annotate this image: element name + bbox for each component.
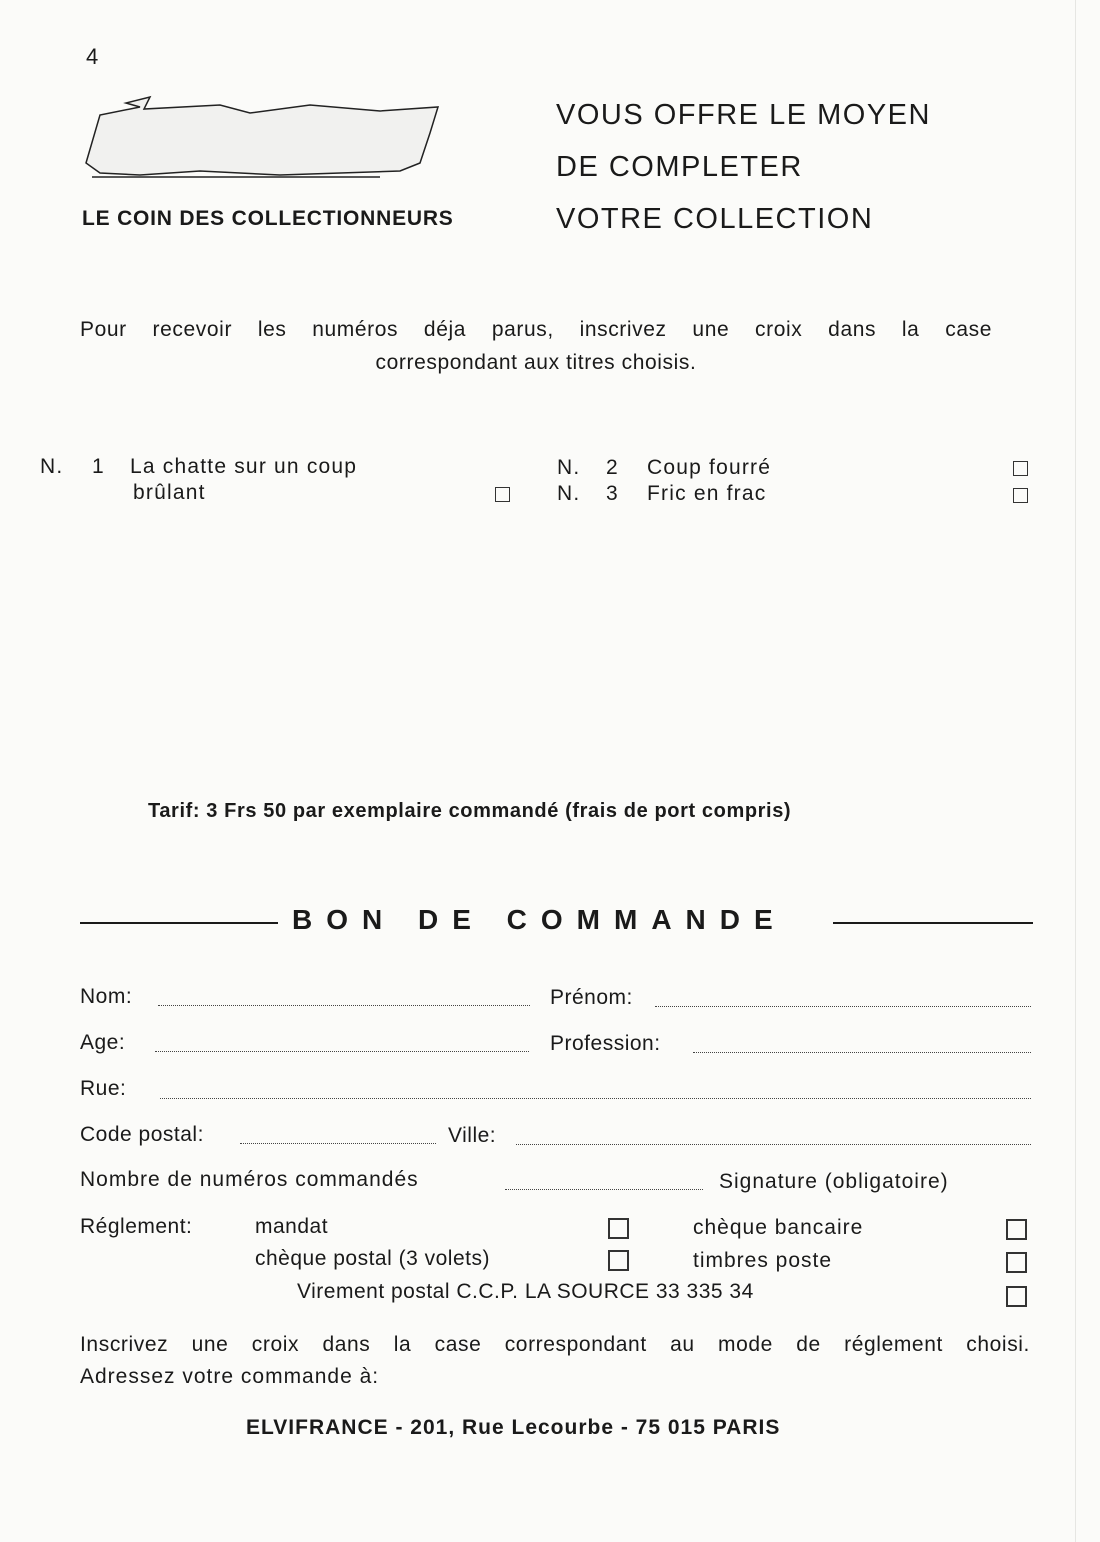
- cheque-postal-checkbox[interactable]: [608, 1250, 629, 1271]
- page-edge: [1075, 0, 1076, 1542]
- title-rule-right: [833, 922, 1033, 924]
- nombre-label: Nombre de numéros commandés: [80, 1168, 419, 1191]
- reglement-label: Réglement:: [80, 1215, 193, 1238]
- timbres-poste-label: timbres poste: [693, 1249, 833, 1272]
- nombre-field[interactable]: [505, 1189, 703, 1190]
- prenom-label: Prénom:: [550, 986, 633, 1009]
- instructions-line-1: Inscrivez une croix dans la case correspondant au mode de réglement choisi.: [80, 1333, 1030, 1356]
- signature-label: Signature (obligatoire): [719, 1170, 949, 1193]
- catalog-item-2-prefix: N.: [557, 456, 581, 479]
- mandat-checkbox[interactable]: [608, 1218, 629, 1239]
- catalog-item-1-checkbox[interactable]: [495, 487, 510, 502]
- timbres-poste-checkbox[interactable]: [1006, 1252, 1027, 1273]
- rue-field[interactable]: [160, 1098, 1031, 1099]
- virement-label: Virement postal C.C.P. LA SOURCE 33 335 34: [297, 1280, 754, 1303]
- rue-label: Rue:: [80, 1077, 127, 1100]
- catalog-item-1-number: 1: [92, 455, 105, 478]
- catalog-item-2-title: Coup fourré: [647, 456, 772, 479]
- headline-line-3: VOTRE COLLECTION: [556, 203, 874, 235]
- prenom-field[interactable]: [655, 1006, 1031, 1007]
- cheque-bancaire-label: chèque bancaire: [693, 1216, 864, 1239]
- age-field[interactable]: [155, 1051, 529, 1052]
- catalog-item-2-number: 2: [606, 456, 619, 479]
- nom-label: Nom:: [80, 985, 133, 1008]
- virement-checkbox[interactable]: [1006, 1286, 1027, 1307]
- profession-field[interactable]: [693, 1052, 1031, 1053]
- catalog-item-1-title-cont: brûlant: [133, 481, 206, 504]
- headline-line-1: VOUS OFFRE LE MOYEN: [556, 99, 931, 131]
- tarif-text: Tarif: 3 Frs 50 par exemplaire commandé (frais de port compris): [148, 800, 792, 822]
- catalog-item-3-prefix: N.: [557, 482, 581, 505]
- page-number: 4: [86, 44, 99, 69]
- ville-field[interactable]: [516, 1144, 1031, 1145]
- cheque-postal-label: chèque postal (3 volets): [255, 1247, 490, 1270]
- bagbera-logo: [80, 93, 442, 181]
- code-postal-label: Code postal:: [80, 1123, 204, 1146]
- code-postal-field[interactable]: [240, 1143, 436, 1144]
- catalog-item-3-checkbox[interactable]: [1013, 488, 1028, 503]
- cheque-bancaire-checkbox[interactable]: [1006, 1219, 1027, 1240]
- subtitle: LE COIN DES COLLECTIONNEURS: [82, 207, 454, 230]
- ville-label: Ville:: [448, 1124, 497, 1147]
- nom-field[interactable]: [158, 1005, 530, 1006]
- catalog-item-1-prefix: N.: [40, 455, 64, 478]
- intro-text-line-1: Pour recevoir les numéros déja parus, inscrivez une croix dans la case: [80, 318, 992, 341]
- intro-text-line-2: correspondant aux titres choisis.: [375, 351, 697, 374]
- mandat-label: mandat: [255, 1215, 329, 1238]
- headline-line-2: DE COMPLETER: [556, 151, 803, 183]
- catalog-item-3-number: 3: [606, 482, 619, 505]
- catalog-item-3-title: Fric en frac: [647, 482, 767, 505]
- age-label: Age:: [80, 1031, 126, 1054]
- order-address: ELVIFRANCE - 201, Rue Lecourbe - 75 015 PARIS: [246, 1416, 781, 1439]
- profession-label: Profession:: [550, 1032, 661, 1055]
- catalog-item-1-title: La chatte sur un coup: [130, 455, 358, 478]
- order-form-title: BON DE COMMANDE: [292, 904, 787, 935]
- catalog-item-2-checkbox[interactable]: [1013, 461, 1028, 476]
- instructions-line-2: Adressez votre commande à:: [80, 1365, 380, 1388]
- title-rule-left: [80, 922, 278, 924]
